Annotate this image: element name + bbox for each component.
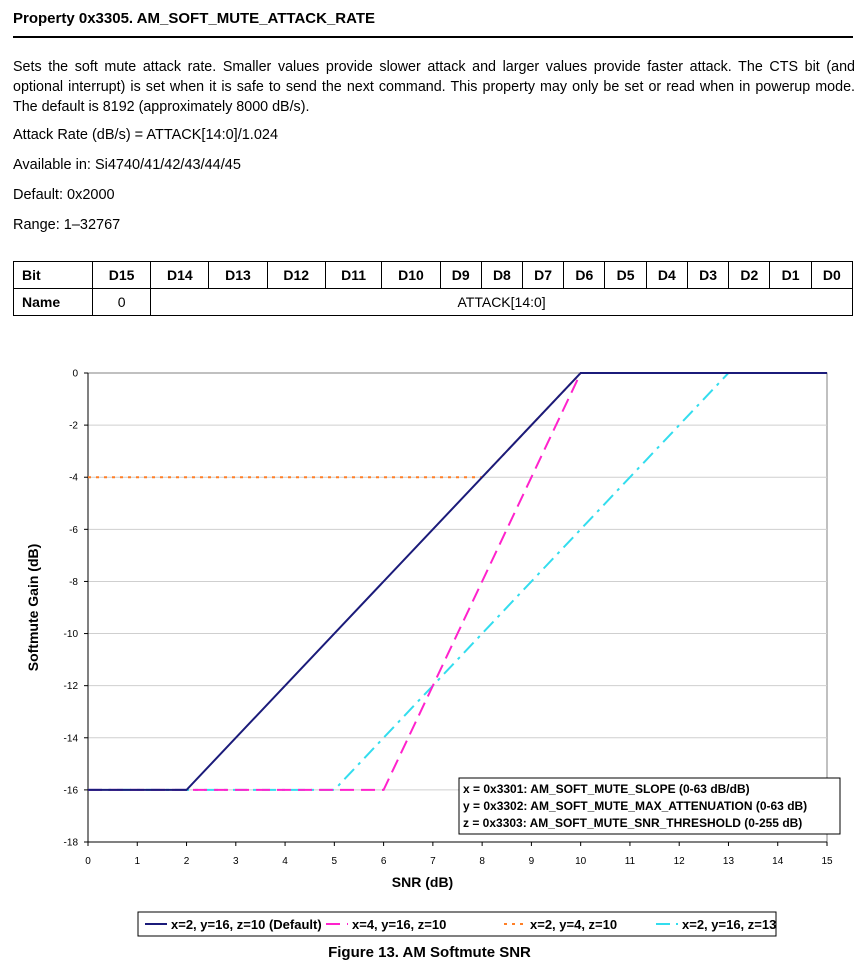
bit-d11: D11 <box>325 262 382 289</box>
bit-header: Bit <box>14 262 93 289</box>
y-tick-label: -8 <box>69 576 78 588</box>
y-tick-label: -10 <box>63 629 78 641</box>
plot-area <box>88 373 827 842</box>
y-axis-title: Softmute Gain (dB) <box>25 543 41 672</box>
x-tick-label: 11 <box>624 856 636 867</box>
bit-d6: D6 <box>564 262 605 289</box>
y-tick-label: -14 <box>63 733 78 745</box>
x-tick-label: 8 <box>479 856 485 867</box>
bit-d12: D12 <box>267 262 325 289</box>
bit-d2: D2 <box>729 262 770 289</box>
bit-row <box>14 262 853 289</box>
property-description: Sets the soft mute attack rate. Smaller values provide slower attack and larger values provide faster attack. The CTS bit (and optional interrupt) is set when it is safe to send the next command. This property may only be set or read when in powerup mode. The default is 8192 (approximately 8000 dB/s). <box>13 59 855 115</box>
x-tick-label: 13 <box>722 856 735 867</box>
x-tick-label: 14 <box>772 856 784 867</box>
y-tick-label: -4 <box>69 472 78 484</box>
y-tick-label: -18 <box>63 837 78 849</box>
bit-d9: D9 <box>440 262 481 289</box>
bit-d13: D13 <box>209 262 267 289</box>
bit-d10: D10 <box>382 262 440 289</box>
x-tick-label: 3 <box>233 856 239 867</box>
x-axis-title: SNR (dB) <box>391 874 454 890</box>
y-tick-label: -12 <box>63 681 78 693</box>
x-tick-label: 0 <box>85 856 91 867</box>
bit-d14: D14 <box>151 262 209 289</box>
bit-d7: D7 <box>523 262 564 289</box>
figure-caption: Figure 13. AM Softmute SNR <box>328 944 531 961</box>
bit-d3: D3 <box>687 262 728 289</box>
property-header <box>13 6 853 38</box>
name-attack-field: ATTACK[14:0] <box>151 289 853 316</box>
y-tick-label: -16 <box>63 785 78 797</box>
x-tick-label: 2 <box>183 856 190 867</box>
annotation-line: x = 0x3301: AM_SOFT_MUTE_SLOPE (0-63 dB/dB) <box>463 782 750 796</box>
legend-label-3: x=2, y=16, z=13 <box>682 917 777 932</box>
x-tick-label: 1 <box>134 856 141 867</box>
y-tick-label: -6 <box>69 524 78 536</box>
x-tick-label: 6 <box>380 856 387 867</box>
x-tick-label: 12 <box>673 856 685 867</box>
property-title: Property 0x3305. AM_SOFT_MUTE_ATTACK_RATE <box>13 10 376 27</box>
x-tick-label: 5 <box>331 856 338 867</box>
annotation-line: y = 0x3302: AM_SOFT_MUTE_MAX_ATTENUATION (0-63 dB) <box>463 799 808 813</box>
x-tick-label: 9 <box>528 856 535 867</box>
legend-label-0: x=2, y=16, z=10 (Default) <box>171 917 322 932</box>
bit-d0: D0 <box>811 262 852 289</box>
x-tick-label: 4 <box>282 856 288 867</box>
y-tick-label: 0 <box>72 368 78 380</box>
legend-label-1: x=4, y=16, z=10 <box>352 917 447 932</box>
softmute-chart <box>0 355 859 940</box>
x-tick-label: 7 <box>430 856 436 867</box>
bit-d4: D4 <box>646 262 687 289</box>
name-d15: 0 <box>93 289 151 316</box>
default-value: Default: 0x2000 <box>13 187 115 203</box>
bit-d1: D1 <box>770 262 811 289</box>
bit-d15: D15 <box>93 262 151 289</box>
annotation-line: z = 0x3303: AM_SOFT_MUTE_SNR_THRESHOLD (0-255 dB) <box>463 816 803 830</box>
bit-d5: D5 <box>605 262 646 289</box>
range-value: Range: 1–32767 <box>13 217 121 233</box>
bit-d8: D8 <box>481 262 522 289</box>
name-header: Name <box>14 289 93 316</box>
name-row <box>14 289 853 316</box>
y-tick-label: -2 <box>69 420 78 432</box>
attack-rate-formula: Attack Rate (dB/s) = ATTACK[14:0]/1.024 <box>13 127 279 143</box>
x-tick-label: 10 <box>575 856 587 867</box>
bit-field-table <box>13 261 853 316</box>
available-in: Available in: Si4740/41/42/43/44/45 <box>13 157 241 173</box>
legend-label-2: x=2, y=4, z=10 <box>530 917 618 932</box>
x-tick-label: 15 <box>821 856 833 867</box>
